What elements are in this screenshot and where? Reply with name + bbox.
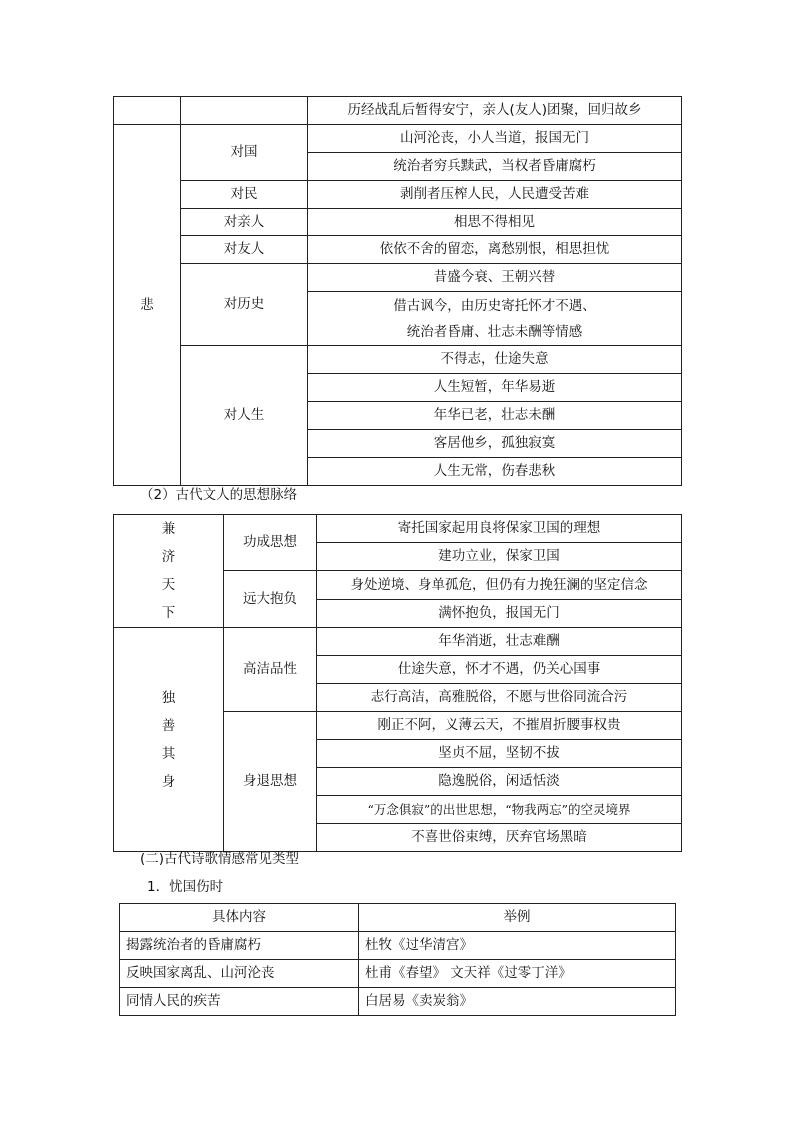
text-line: 借古讽今，由历史寄托怀才不遇、 xyxy=(393,297,596,314)
group-label-jianji xyxy=(114,515,224,628)
category-label: 对国 xyxy=(181,125,308,181)
char: 济 xyxy=(161,549,176,565)
table-cell: 不得志，仕途失意 xyxy=(308,346,682,374)
table-row xyxy=(120,988,676,1016)
category-label: 对友人 xyxy=(181,236,308,264)
section-heading: (二)古代诗歌情感常见类型 xyxy=(140,851,300,867)
char: 独 xyxy=(161,689,176,706)
table-cell: 同情人民的疾苦 xyxy=(120,988,359,1016)
table-cell: 剥削者压榨人民，人民遭受苦难 xyxy=(308,181,682,209)
table-cell: 人生无常，伤春悲秋 xyxy=(308,458,682,486)
table-cell: 杜甫《春望》 文天祥《过零丁洋》 xyxy=(359,960,676,988)
table-cell: 统治者穷兵黩武，当权者昏庸腐朽 xyxy=(308,153,682,181)
table-cell: 身处逆境、身单孤危，但仍有力挽狂澜的坚定信念 xyxy=(317,571,682,600)
category-label: 身退思想 xyxy=(224,712,317,852)
table-cell xyxy=(308,292,682,346)
section-caption: （2）古代文人的思想脉络 xyxy=(140,487,298,503)
char: 其 xyxy=(161,745,176,762)
table-row xyxy=(120,960,676,988)
table-cell: 坚贞不屈，坚韧不拔 xyxy=(317,740,682,768)
table-cell: 白居易《卖炭翁》 xyxy=(359,988,676,1016)
empty-cell xyxy=(181,97,308,125)
table-cell: 建功立业，保家卫国 xyxy=(317,543,682,571)
category-label: 对民 xyxy=(181,181,308,209)
column-header: 具体内容 xyxy=(120,904,359,932)
char: 身 xyxy=(161,773,176,790)
table-cell: 不喜世俗束缚，厌弃官场黑暗 xyxy=(317,824,682,852)
group-label-dushan xyxy=(114,628,224,852)
char: 天 xyxy=(161,577,176,593)
category-label: 对人生 xyxy=(181,346,308,486)
table-cell: 年华已老，壮志未酬 xyxy=(308,402,682,430)
table-cell: 相思不得相见 xyxy=(308,209,682,236)
table-cell: 隐逸脱俗，闲适恬淡 xyxy=(317,768,682,796)
category-label: 远大抱负 xyxy=(224,571,317,628)
table-cell: 客居他乡，孤独寂寞 xyxy=(308,430,682,458)
table-cell: 昔盛今衰、王朝兴替 xyxy=(308,264,682,292)
table-cell: 志行高洁，高雅脱俗，不愿与世俗同流合污 xyxy=(317,684,682,712)
subsection-heading: 1．忧国伤时 xyxy=(147,879,224,895)
char: 兼 xyxy=(161,521,176,537)
char: 下 xyxy=(161,605,176,621)
table-row xyxy=(120,932,676,960)
empty-cell xyxy=(114,97,181,125)
table-cell: 揭露统治者的昏庸腐朽 xyxy=(120,932,359,960)
category-label: 功成思想 xyxy=(224,515,317,571)
table-cell: 年华消逝，壮志难酬 xyxy=(317,628,682,656)
sad-label: 悲 xyxy=(114,125,181,486)
example-table xyxy=(119,903,676,1016)
table-cell: 历经战乱后暂得安宁，亲人(友人)团聚，回归故乡 xyxy=(308,97,682,125)
table-cell: 山河沦丧，小人当道，报国无门 xyxy=(308,125,682,153)
emotion-table xyxy=(113,96,682,486)
table-cell: “万念俱寂”的出世思想，“物我两忘”的空灵境界 xyxy=(317,796,682,824)
table-cell: 人生短暂，年华易逝 xyxy=(308,374,682,402)
thought-table xyxy=(113,514,682,852)
table-cell: 反映国家离乱、山河沦丧 xyxy=(120,960,359,988)
text-line: 统治者昏庸、壮志未酬等情感 xyxy=(406,323,583,340)
category-label: 高洁品性 xyxy=(224,628,317,712)
column-header: 举例 xyxy=(359,904,676,932)
table-cell: 满怀抱负，报国无门 xyxy=(317,600,682,628)
table-cell: 仕途失意，怀才不遇，仍关心国事 xyxy=(317,656,682,684)
char: 善 xyxy=(161,717,176,734)
table-cell: 依依不舍的留恋，离愁别恨，相思担忧 xyxy=(308,236,682,264)
table-cell: 杜牧《过华清宫》 xyxy=(359,932,676,960)
category-label: 对亲人 xyxy=(181,209,308,236)
table-cell: 寄托国家起用良将保家卫国的理想 xyxy=(317,515,682,543)
category-label: 对历史 xyxy=(181,264,308,346)
table-cell: 刚正不阿，义薄云天，不摧眉折腰事权贵 xyxy=(317,712,682,740)
